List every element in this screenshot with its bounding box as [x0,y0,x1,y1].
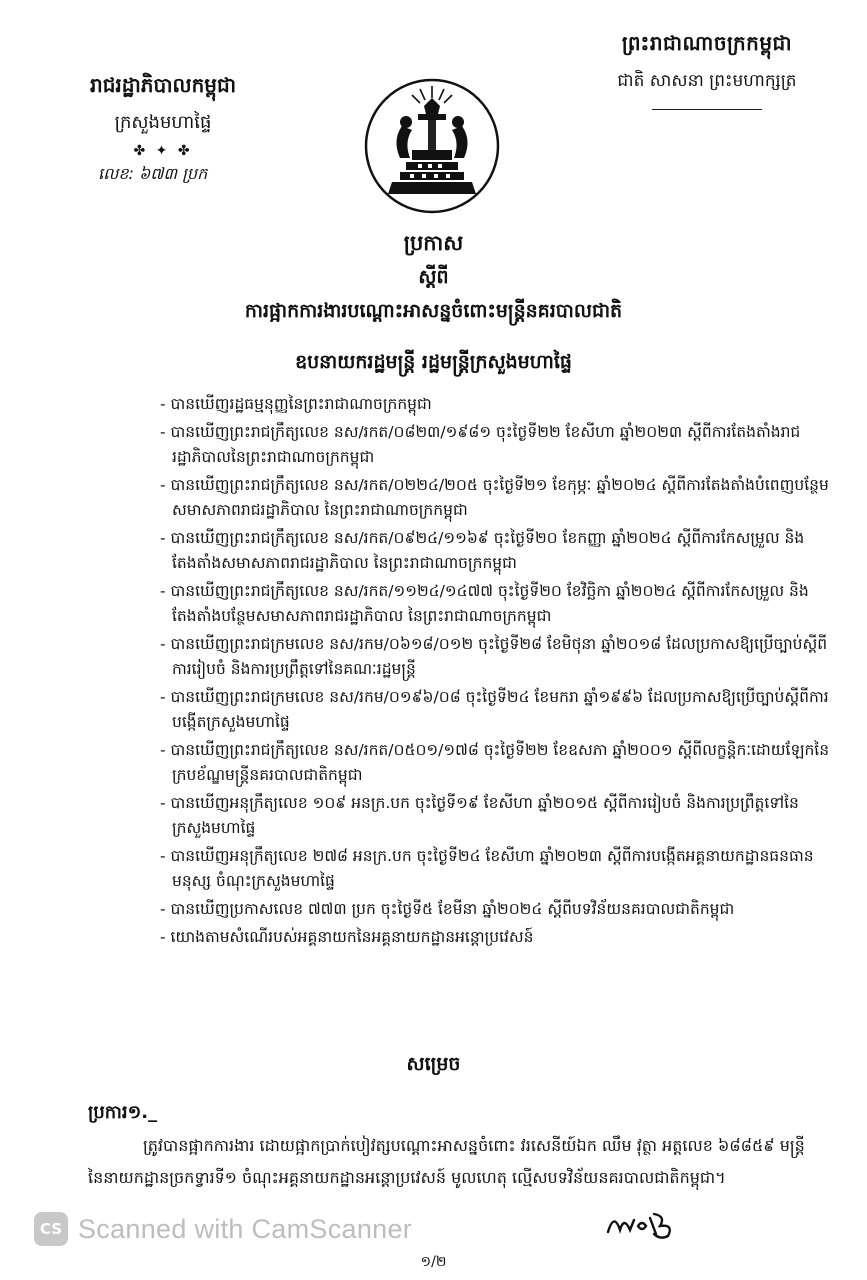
document-title [0,230,867,327]
article-text: ត្រូវបានផ្អាកការងារ ដោយផ្អាកប្រាក់បៀវត្សបណ្ដោះអាសន្នចំពោះ វរសេនីយ៍ឯក ឈឹម វុត្ថា អត្តលេខ ៦៨៨៥៩ មន្ត្រី នៃនាយកដ្ឋានច្រកទ្វារទី១ ចំណុះអគ្គនាយកដ្ឋានអន្តោប្រវេសន៍ មូលហេតុ ល្មើសបទវិន័យនគរបាលជាតិកម្ពុជា។ [88,1136,805,1187]
watermark-text: Scanned with CamScanner [78,1213,413,1244]
handwritten-initials-icon [604,1206,694,1242]
title-subject: ការផ្អាកការងារបណ្ដោះអាសន្នចំពោះមន្ត្រីនគរបាលជាតិ [244,300,623,322]
camscanner-watermark [34,1212,412,1246]
kingdom-header [587,30,827,110]
list-item: - បានឃើញព្រះរាជក្រឹត្យលេខ នស/រកត/០៩២៤/១១៦៩ ចុះថ្ងៃទី២០ ខែកញ្ញា ឆ្នាំ២០២៤ ស្ដីពីការកែសម្រួល និងតែងតាំងសមាសភាពរាជរដ្ឋាភិបាល នៃព្រះរាជាណាចក្រកម្ពុជា [160,529,805,572]
list-item: - បានឃើញព្រះរាជក្រឹត្យលេខ នស/រកត/១១២៤/១៤៧៧ ចុះថ្ងៃទី២០ ខែវិច្ឆិកា ឆ្នាំ២០២៤ ស្ដីពីការកែសម្រួល និងតែងតាំងបន្ថែមសមាសភាពរាជរដ្ឋាភិបាល នៃព្រះរាជាណាចក្រកម្ពុជា [160,582,809,625]
decision-heading: សម្រេច [406,1053,461,1075]
ministry-header [58,72,268,187]
national-motto: ជាតិ សាសនា ព្រះមហាក្សត្រ [617,71,797,91]
list-item: - បានឃើញព្រះរាជក្រឹត្យលេខ នស/រកត/០៥០១/១៧៨ ចុះថ្ងៃទី២២ ខែឧសភា ឆ្នាំ២០០១ ស្ដីពីលក្ខន្តិកៈដោយឡែកនៃក្របខ័ណ្ឌមន្ត្រីនគរបាលជាតិកម្ពុជា [160,741,830,784]
ministry-name: ក្រសួងមហាផ្ទៃ [114,112,212,133]
motto-divider [652,109,762,110]
title-type: ប្រកាស [403,231,464,255]
camscanner-logo-icon: CS [34,1212,68,1246]
list-item: - បានឃើញព្រះរាជក្រមលេខ នស/រកម/០៦១៨/០១២ ចុះថ្ងៃទី២៨ ខែមិថុនា ឆ្នាំ២០១៨ ដែលប្រកាសឱ្យប្រើច្បាប់ស្ដីពីការរៀបចំ និងការប្រព្រឹត្តទៅនៃគណៈរដ្ឋមន្ត្រី [160,635,828,678]
title-about: ស្ដីពី [418,266,449,288]
list-item: - បានឃើញប្រកាសលេខ ៧៧៣ ប្រក ចុះថ្ងៃទី៥ ខែមីនា ឆ្នាំ២០២៤ ស្ដីពីបទវិន័យនគរបាលជាតិកម្ពុជា [160,900,735,918]
list-item: - យោងតាមសំណើរបស់អគ្គនាយកនៃអគ្គនាយកដ្ឋានអន្តោប្រវេសន៍ [160,928,534,946]
list-item: - បានឃើញរដ្ឋធម្មនុញ្ញនៃព្រះរាជាណាចក្រកម្ពុជា [160,395,432,413]
list-item: - បានឃើញអនុក្រឹត្យលេខ ១០៩ អនក្រ.បក ចុះថ្ងៃទី១៩ ខែសីហា ឆ្នាំ២០១៥ ស្ដីពីការរៀបចំ និងការប្រព្រឹត្តទៅនៃក្រសួងមហាផ្ទៃ [160,794,799,837]
royal-emblem-icon [362,76,502,216]
reference-number: លេខ: ៦៧៣ ប្រក [98,164,208,183]
list-item: - បានឃើញព្រះរាជក្រឹត្យលេខ នស/រកត/០៨២៣/១៩៨១ ចុះថ្ងៃទី២២ ខែសីហា ឆ្នាំ២០២៣ ស្ដីពីការតែងតាំងរាជរដ្ឋាភិបាលនៃព្រះរាជាណាចក្រកម្ពុជា [160,423,801,466]
visa-list [160,392,832,953]
page-number: ១/២ [420,1254,447,1270]
article-label: ប្រការ១._ [88,1102,158,1123]
kingdom-name: ព្រះរាជាណាចក្រកម្ពុជា [621,31,793,55]
ornament-divider: ✤ ✦ ✤ [133,143,193,159]
issuing-authority: ឧបនាយករដ្ឋមន្ត្រី រដ្ឋមន្ត្រីក្រសួងមហាផ្ទៃ [295,351,572,373]
list-item: - បានឃើញព្រះរាជក្រមលេខ នស/រកម/០១៩៦/០៨ ចុះថ្ងៃទី២៤ ខែមករា ឆ្នាំ១៩៩៦ ដែលប្រកាសឱ្យប្រើច្បាប់ស្ដីពីការបង្កើតក្រសួងមហាផ្ទៃ [160,688,829,731]
list-item: - បានឃើញព្រះរាជក្រឹត្យលេខ នស/រកត/០២២៤/២០៥ ចុះថ្ងៃទី២១ ខែកុម្ភៈ ឆ្នាំ២០២៤ ស្ដីពីការតែងតាំងបំពេញបន្ថែមសមាសភាពរាជរដ្ឋាភិបាល នៃព្រះរាជាណាចក្រកម្ពុជា [160,476,829,519]
list-item: - បានឃើញអនុក្រឹត្យលេខ ២៧៨ អនក្រ.បក ចុះថ្ងៃទី២៤ ខែសីហា ឆ្នាំ២០២៣ ស្ដីពីការបង្កើតអគ្គនាយកដ្ឋានធនធានមនុស្ស ចំណុះក្រសួងមហាផ្ទៃ [160,847,814,890]
government-name: រាជរដ្ឋាភិបាលកម្ពុជា [90,73,236,97]
